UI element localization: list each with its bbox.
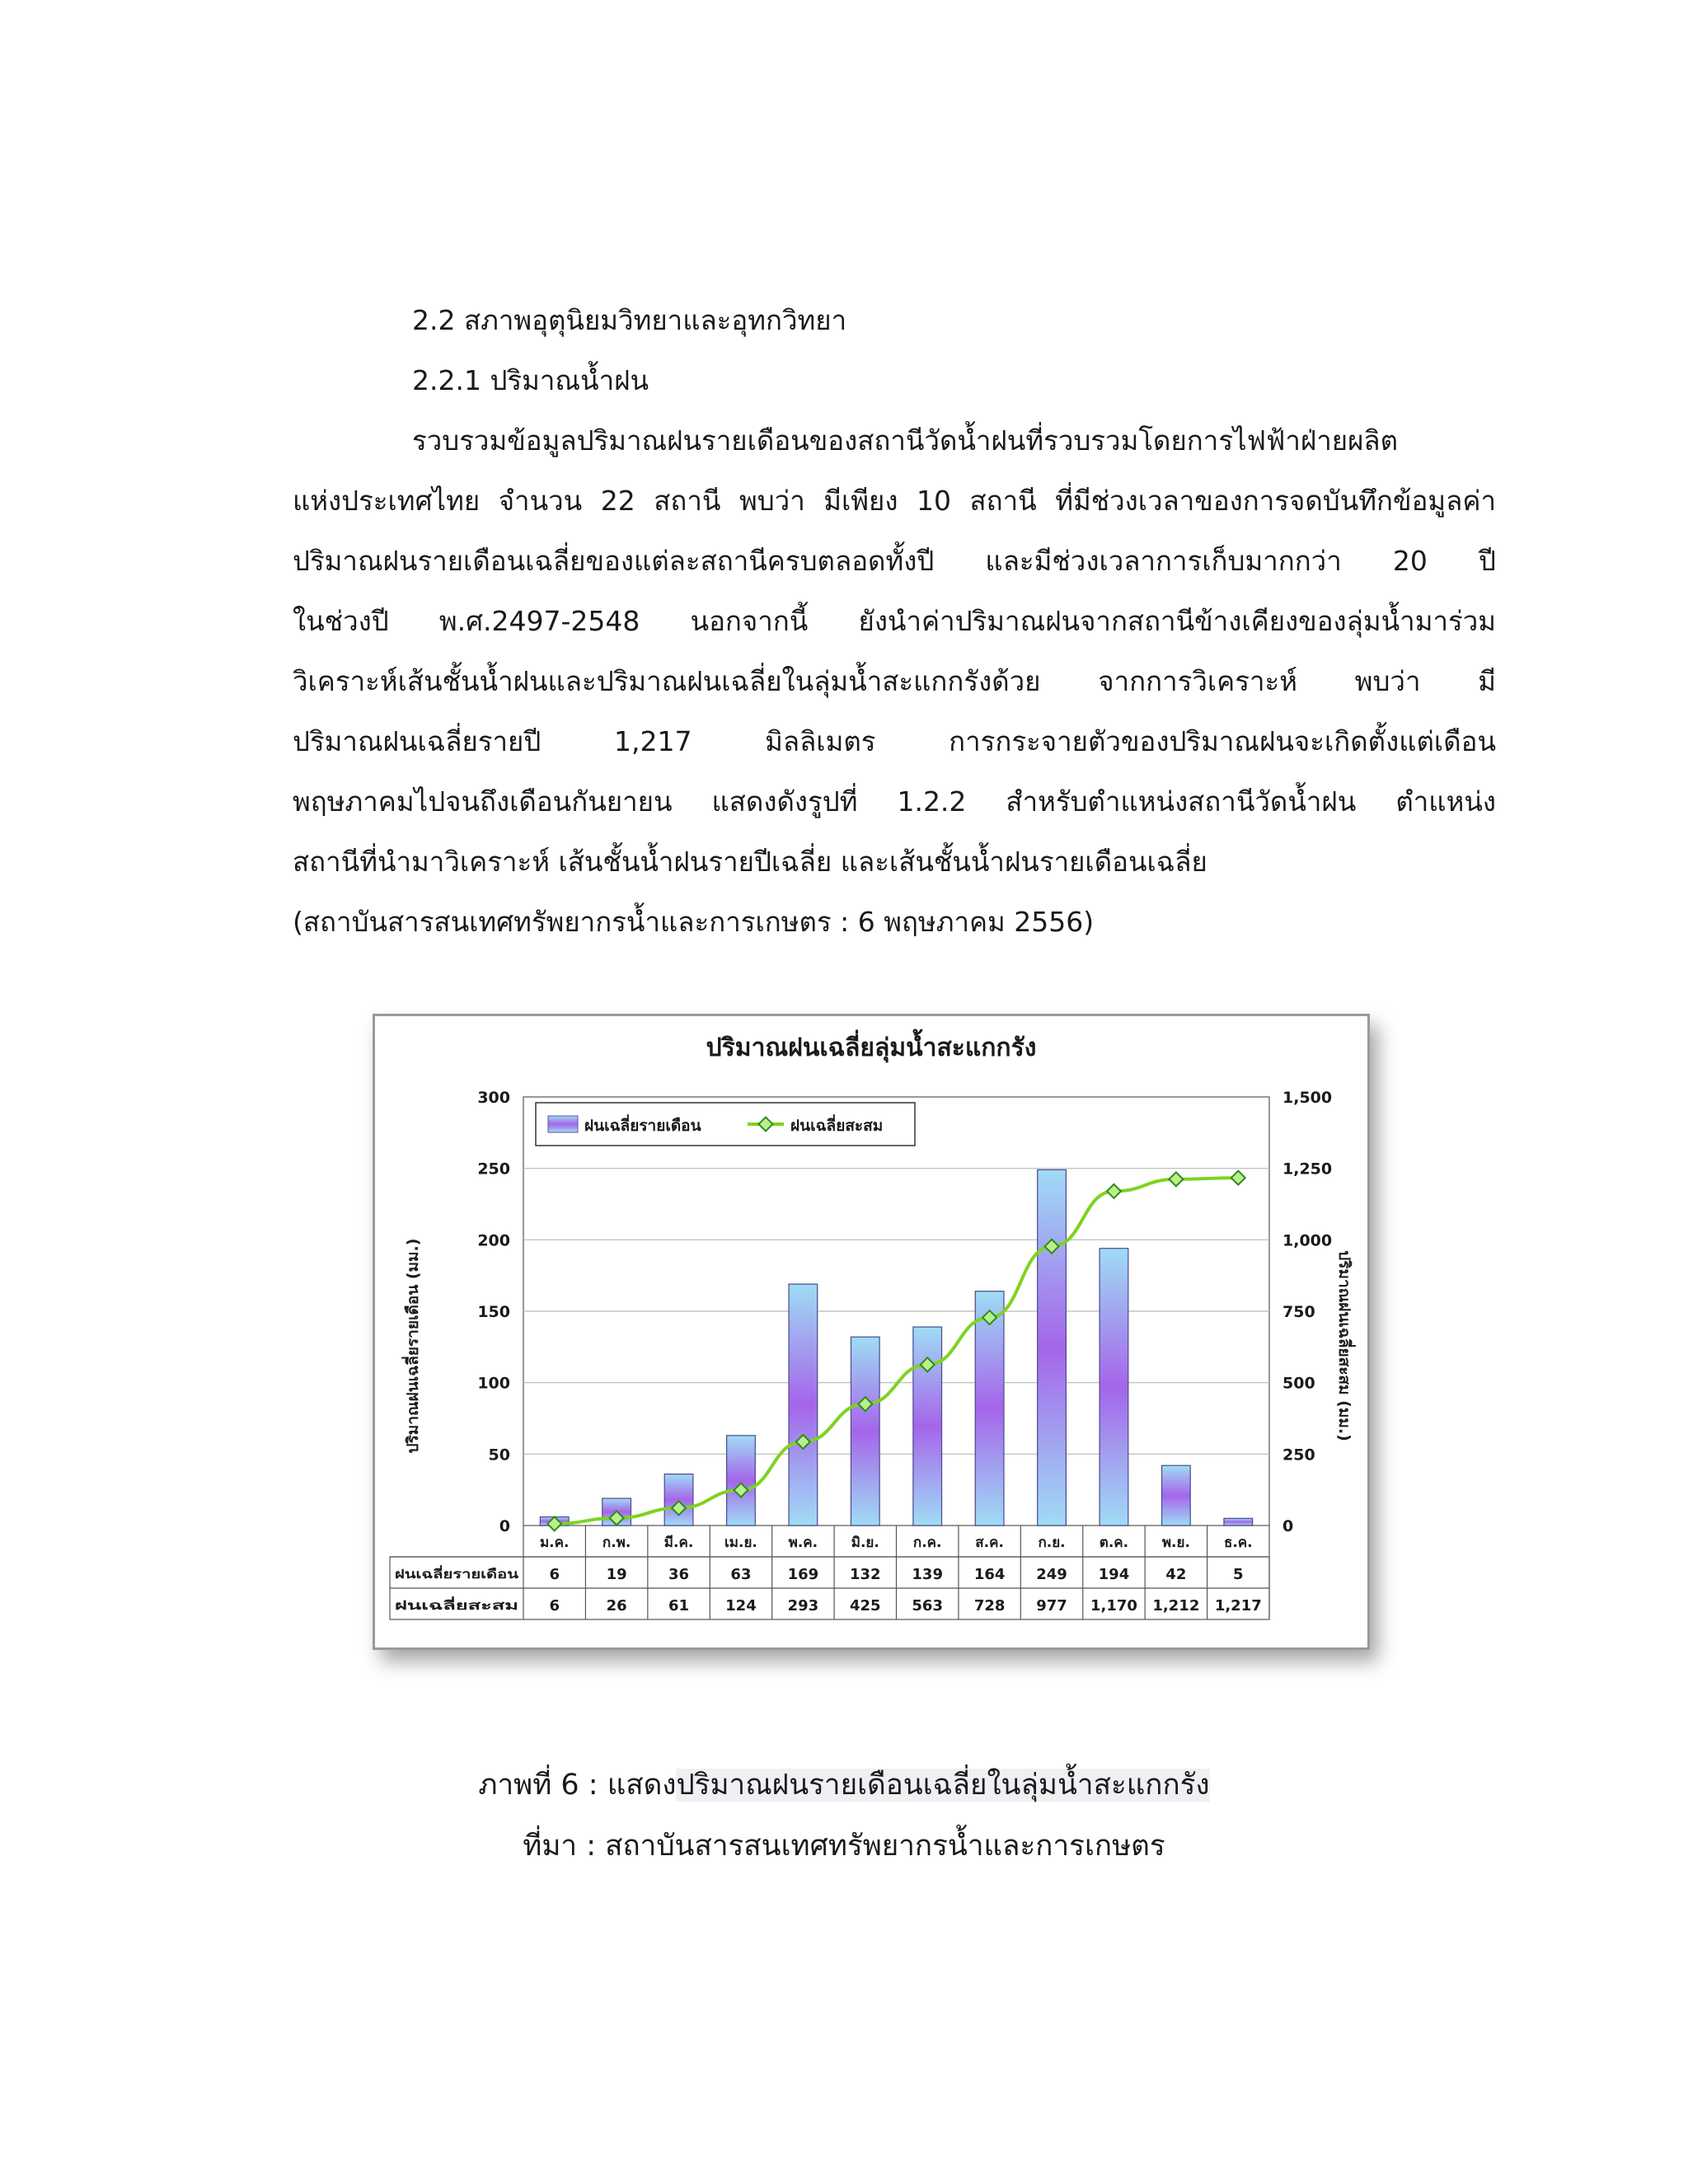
y-tick-label-right: 1,500: [1282, 1089, 1333, 1107]
table-cell-cumulative: 6: [549, 1597, 560, 1615]
table-cell-monthly: 194: [1098, 1566, 1130, 1583]
table-cell-cumulative: 1,212: [1152, 1597, 1200, 1615]
table-cell-cumulative: 26: [606, 1597, 627, 1615]
table-cell-monthly: 164: [973, 1566, 1006, 1583]
y-axis-label-right: ปริมาณฝนเฉลี่ยสะสม (มม.): [1335, 1250, 1353, 1441]
y-tick-label-right: 500: [1282, 1374, 1315, 1393]
table-cell-monthly: 42: [1165, 1566, 1187, 1583]
table-cell-cumulative: 1,217: [1214, 1597, 1262, 1615]
table-cell-cumulative: 293: [787, 1597, 819, 1615]
legend-line-label: ฝนเฉลี่ยสะสม: [790, 1117, 884, 1135]
table-cell-monthly: 132: [850, 1566, 881, 1583]
y-tick-label-left: 150: [477, 1303, 510, 1321]
figure-caption: [0, 1762, 1688, 1807]
chart-title: ปริมาณฝนเฉลี่ยลุ่มน้ำสะแกกรัง: [706, 1033, 1037, 1062]
y-tick-label-right: 0: [1282, 1517, 1294, 1535]
bar-เม.ย.: [727, 1436, 756, 1526]
x-tick-label: ต.ค.: [1099, 1535, 1129, 1551]
y-tick-label-right: 1,250: [1282, 1160, 1333, 1179]
bar-พ.ค.: [789, 1284, 818, 1526]
table-cell-monthly: 63: [730, 1566, 752, 1583]
table-cell-monthly: 6: [549, 1566, 560, 1583]
y-tick-label-left: 300: [477, 1089, 510, 1107]
legend-bar-swatch: [548, 1116, 578, 1132]
table-cell-cumulative: 1,170: [1090, 1597, 1137, 1615]
x-tick-label: ม.ค.: [539, 1535, 570, 1551]
table-cell-monthly: 36: [668, 1566, 690, 1583]
x-tick-label: ส.ค.: [975, 1535, 1004, 1551]
figure-source: ที่มา : สถาบันสารสนเทศทรัพยากรน้ำและการเกษตร: [523, 1830, 1165, 1863]
x-tick-label: มี.ค.: [663, 1535, 694, 1551]
y-axis-label-left: ปริมาณฝนเฉลี่ยรายเดือน (มม.): [404, 1238, 422, 1454]
citation: (สถาบันสารสนเทศทรัพยากรน้ำและการเกษตร : 6 พฤษภาคม 2556): [293, 906, 1095, 938]
table-cell-monthly: 249: [1036, 1566, 1067, 1583]
table-cell-cumulative: 563: [912, 1597, 943, 1615]
table-cell-cumulative: 425: [850, 1597, 881, 1615]
x-tick-label: พ.ย.: [1161, 1535, 1190, 1551]
section-heading: 2.2 สภาพอุตุนิยมวิทยาและอุทกวิทยา: [412, 304, 847, 336]
y-tick-label-right: 1,000: [1282, 1231, 1333, 1250]
rainfall-chart: [373, 1014, 1370, 1650]
caption-prefix: ภาพที่ 6 : แสดง: [478, 1769, 677, 1802]
legend-bar-label: ฝนเฉลี่ยรายเดือน: [584, 1117, 701, 1135]
x-tick-label: ก.พ.: [602, 1535, 631, 1551]
paragraph-line: ปริมาณฝนเฉลี่ยรายปี 1,217 มิลลิเมตร การกระจายตัวของปริมาณฝนจะเกิดตั้งแต่เดือน: [293, 725, 1496, 757]
x-tick-label: ธ.ค.: [1223, 1535, 1253, 1551]
paragraph-line: สถานีที่นำมาวิเคราะห์ เส้นชั้นน้ำฝนรายปีเฉลี่ย และเส้นชั้นน้ำฝนรายเดือนเฉลี่ย: [293, 846, 1207, 878]
bar-ต.ค.: [1100, 1249, 1128, 1526]
table-cell-monthly: 139: [912, 1566, 943, 1583]
table-cell-monthly: 19: [606, 1566, 627, 1583]
table-row-header-monthly: ฝนเฉลี่ยรายเดือน: [395, 1567, 487, 1582]
bar-ธ.ค.: [1224, 1518, 1253, 1526]
y-tick-label-left: 0: [499, 1517, 510, 1535]
y-tick-label-left: 250: [477, 1160, 510, 1179]
bar-พ.ย.: [1162, 1465, 1191, 1526]
body-text: [293, 290, 1496, 952]
table-cell-cumulative: 728: [973, 1597, 1006, 1615]
x-tick-label: ก.ค.: [912, 1535, 942, 1551]
y-tick-label-right: 250: [1282, 1446, 1315, 1465]
table-cell-monthly: 169: [787, 1566, 819, 1583]
y-tick-label-left: 200: [477, 1231, 510, 1250]
paragraph-line: วิเคราะห์เส้นชั้นน้ำฝนและปริมาณฝนเฉลี่ยในลุ่มน้ำสะแกกรังด้วย จากการวิเคราะห์ พบว่า มี: [293, 665, 1496, 697]
table-row-header-cumulative: ฝนเฉลี่ยสะสม: [395, 1598, 468, 1613]
bar-ส.ค.: [975, 1291, 1004, 1526]
x-tick-label: เม.ย.: [724, 1535, 757, 1551]
x-tick-label: ก.ย.: [1038, 1535, 1066, 1551]
paragraph-line: ในช่วงปี พ.ศ.2497-2548 นอกจากนี้ ยังนำค่าปริมาณฝนจากสถานีข้างเคียงของลุ่มน้ำมาร่วม: [293, 605, 1496, 637]
paragraph-line: พฤษภาคมไปจนถึงเดือนกันยายน แสดงดังรูปที่ 1.2.2 สำหรับตำแหน่งสถานีวัดน้ำฝน ตำแหน่ง: [293, 785, 1496, 818]
bar-ก.ย.: [1038, 1169, 1067, 1526]
table-cell-monthly: 5: [1233, 1566, 1244, 1583]
x-tick-label: พ.ค.: [788, 1535, 818, 1551]
caption-title: ปริมาณฝนรายเดือนเฉลี่ยในลุ่มน้ำสะแกกรัง: [676, 1769, 1210, 1802]
subsection-heading: 2.2.1 ปริมาณน้ำฝน: [412, 364, 649, 396]
bar-มิ.ย.: [851, 1337, 879, 1526]
bar-มี.ค.: [664, 1474, 693, 1526]
x-tick-label: มิ.ย.: [851, 1535, 879, 1551]
table-cell-cumulative: 124: [725, 1597, 757, 1615]
y-tick-label-right: 750: [1282, 1303, 1315, 1321]
table-cell-cumulative: 977: [1036, 1597, 1067, 1615]
paragraph-line: แห่งประเทศไทย จำนวน 22 สถานี พบว่า มีเพียง 10 สถานี ที่มีช่วงเวลาของการจดบันทึกข้อมูลค่า: [293, 485, 1496, 517]
rainfall-chart-svg: [375, 1016, 1367, 1647]
paragraph-line: รวบรวมข้อมูลปริมาณฝนรายเดือนของสถานีวัดน้ำฝนที่รวบรวมโดยการไฟฟ้าฝ่ายผลิต: [412, 424, 1399, 457]
table-cell-cumulative: 61: [668, 1597, 690, 1615]
y-tick-label-left: 100: [477, 1374, 510, 1393]
y-tick-label-left: 50: [488, 1446, 510, 1465]
paragraph-line: ปริมาณฝนรายเดือนเฉลี่ยของแต่ละสถานีครบตลอดทั้งปี และมีช่วงเวลาการเก็บมากกว่า 20 ปี: [293, 545, 1496, 577]
